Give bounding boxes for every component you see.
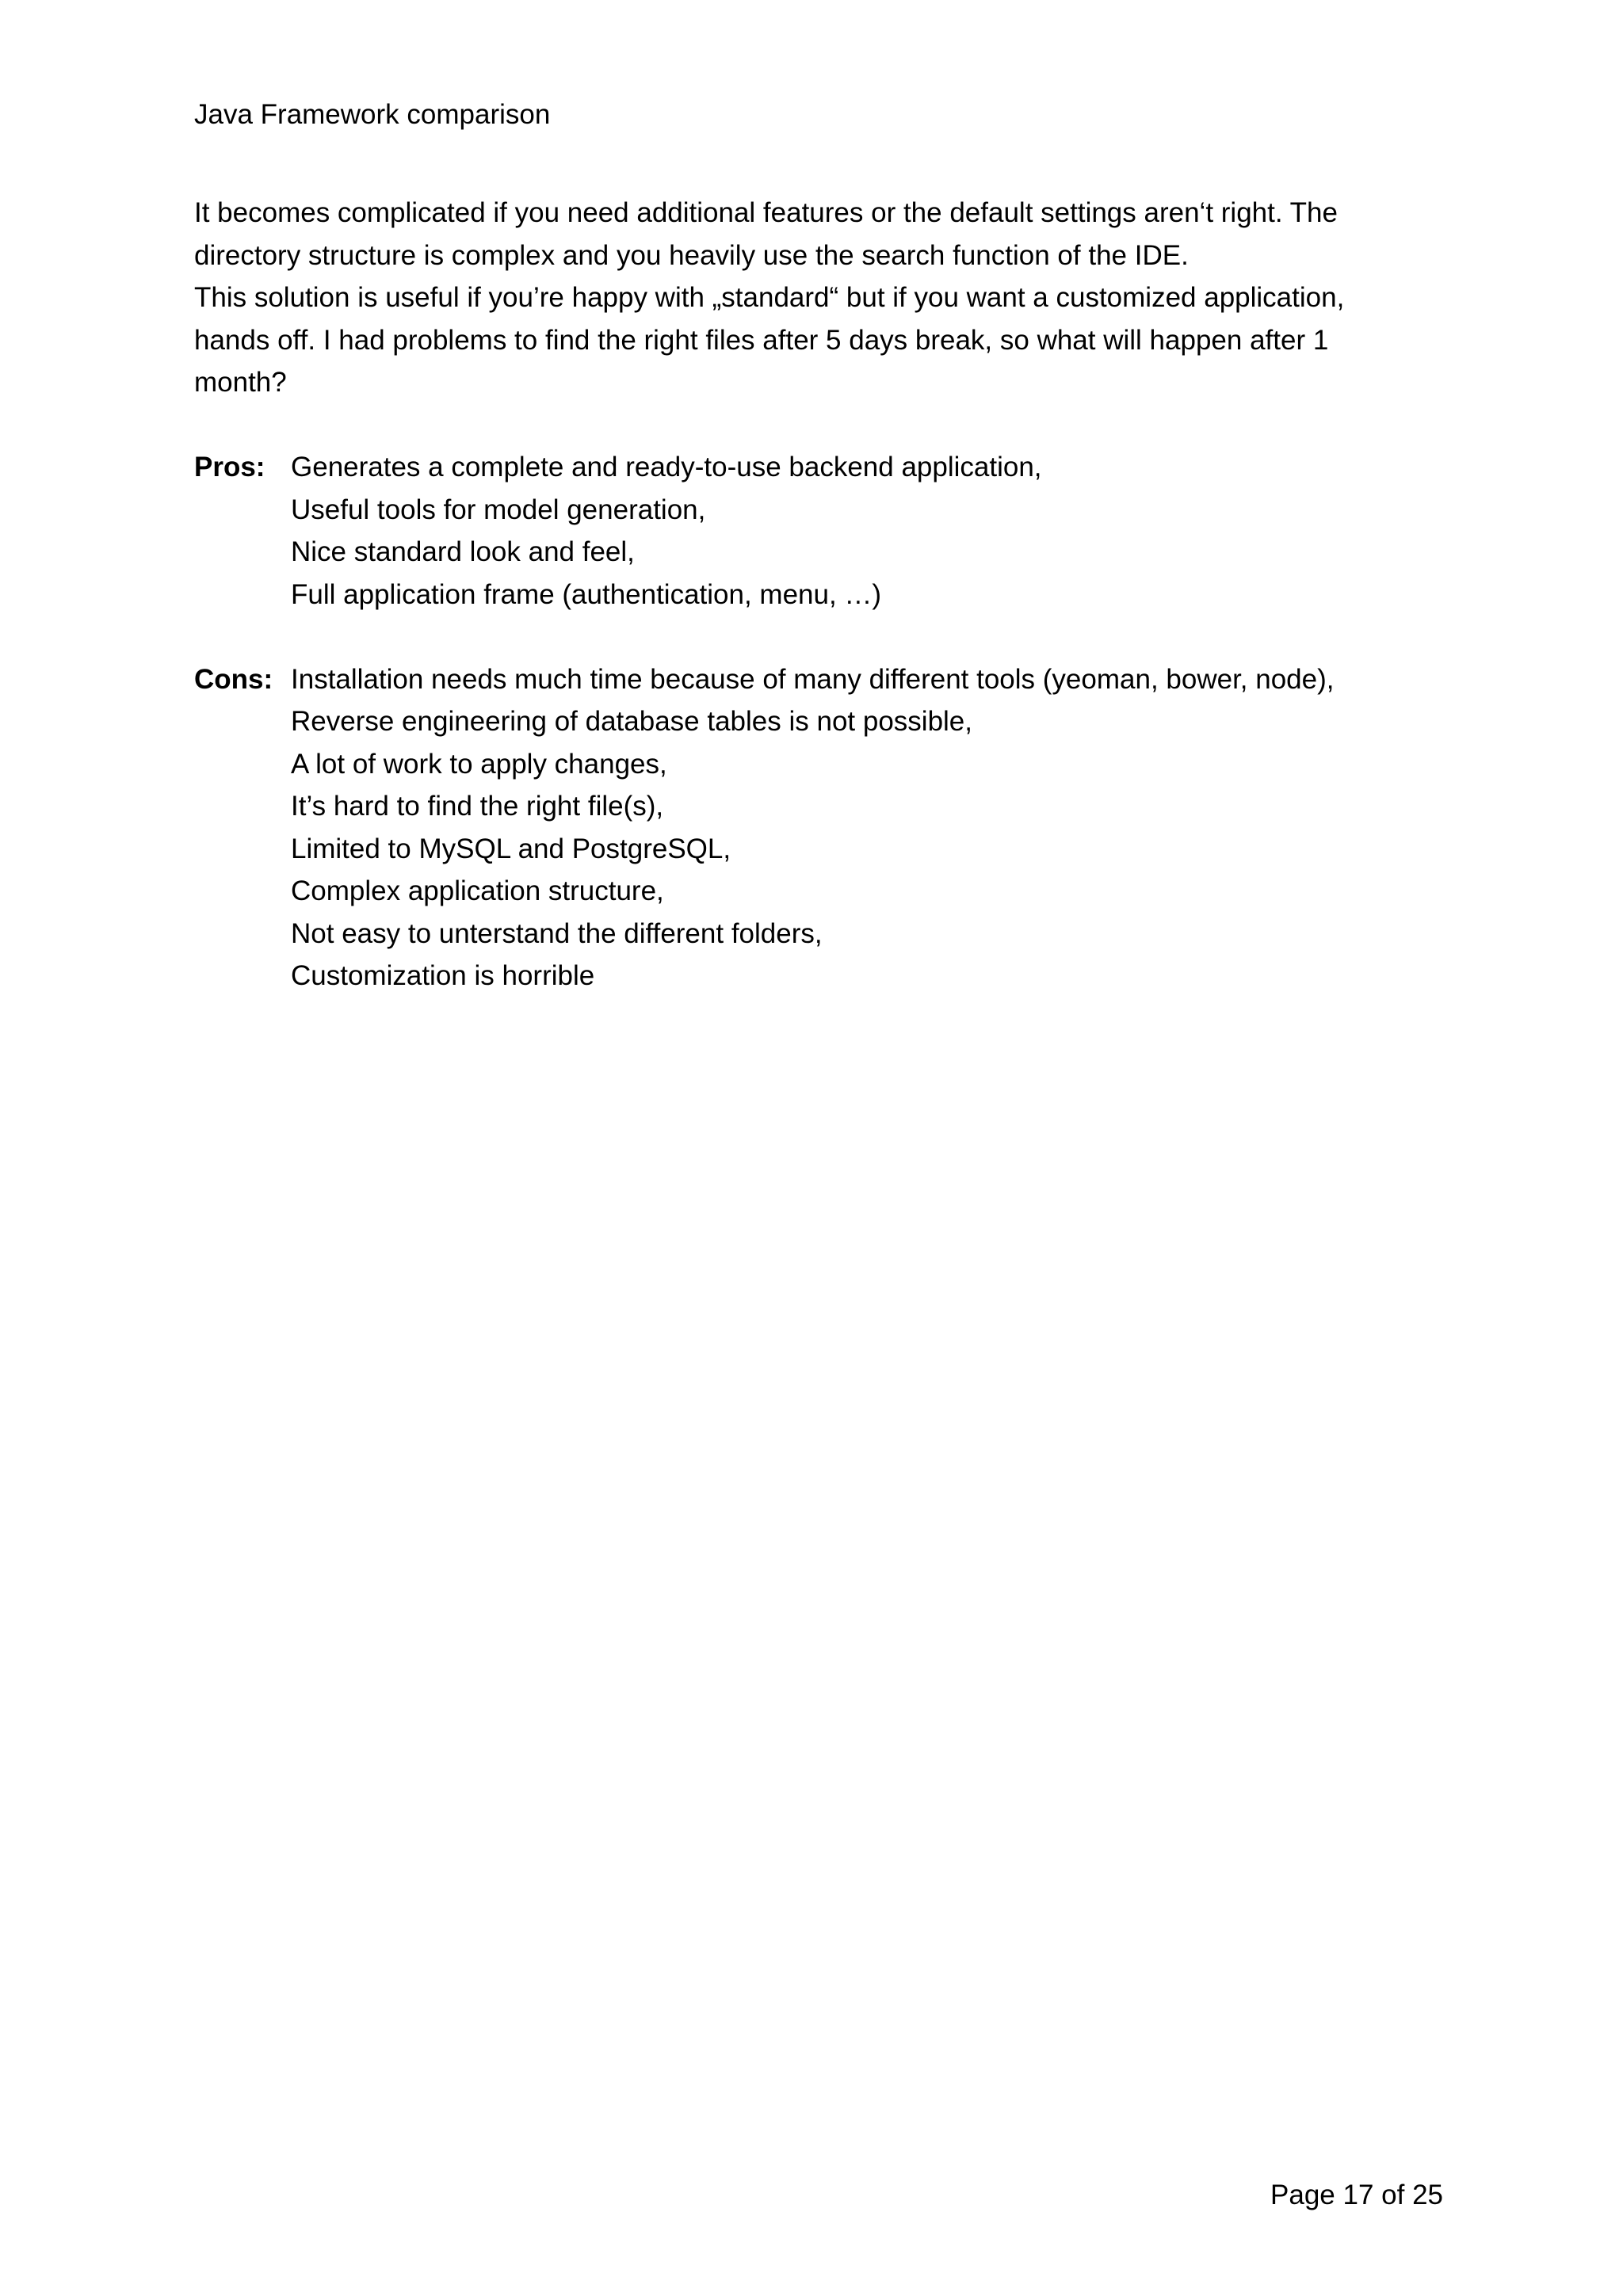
- intro-paragraph: It becomes complicated if you need additional features or the default settings aren‘t right. The directory structure is complex and you heavily use the search function of the IDE.: [194, 197, 1338, 271]
- pros-list: [291, 446, 1042, 616]
- pros-item: Full application frame (authentication, menu, …): [291, 578, 882, 610]
- page-number: Page 17 of 25: [1270, 2180, 1443, 2210]
- cons-label: Cons:: [194, 663, 273, 695]
- cons-item: Installation needs much time because of many different tools (yeoman, bower, node),: [291, 663, 1335, 695]
- cons-item: Limited to MySQL and PostgreSQL,: [291, 833, 731, 864]
- intro-section: [194, 192, 1399, 404]
- pros-item: Nice standard look and feel,: [291, 536, 635, 567]
- cons-item: Complex application structure,: [291, 875, 664, 906]
- cons-item: Reverse engineering of database tables is not possible,: [291, 706, 972, 737]
- pros-item: Useful tools for model generation,: [291, 494, 706, 525]
- page-body: [194, 192, 1399, 997]
- intro-paragraph: This solution is useful if you’re happy with „standard“ but if you want a customized application, hands off. I had problems to find the right files after 5 days break, so what will happen after 1 month?: [194, 282, 1345, 398]
- cons-section: [194, 658, 1399, 997]
- cons-item: Customization is horrible: [291, 960, 595, 991]
- pros-item: Generates a complete and ready-to-use backend application,: [291, 452, 1042, 482]
- pros-section: [194, 446, 1399, 616]
- pros-label: Pros:: [194, 452, 265, 482]
- cons-list: [291, 658, 1334, 997]
- cons-item: Not easy to unterstand the different folders,: [291, 917, 823, 949]
- cons-item: A lot of work to apply changes,: [291, 748, 667, 780]
- cons-item: It’s hard to find the right file(s),: [291, 791, 664, 822]
- page-header-title: Java Framework comparison: [194, 99, 551, 130]
